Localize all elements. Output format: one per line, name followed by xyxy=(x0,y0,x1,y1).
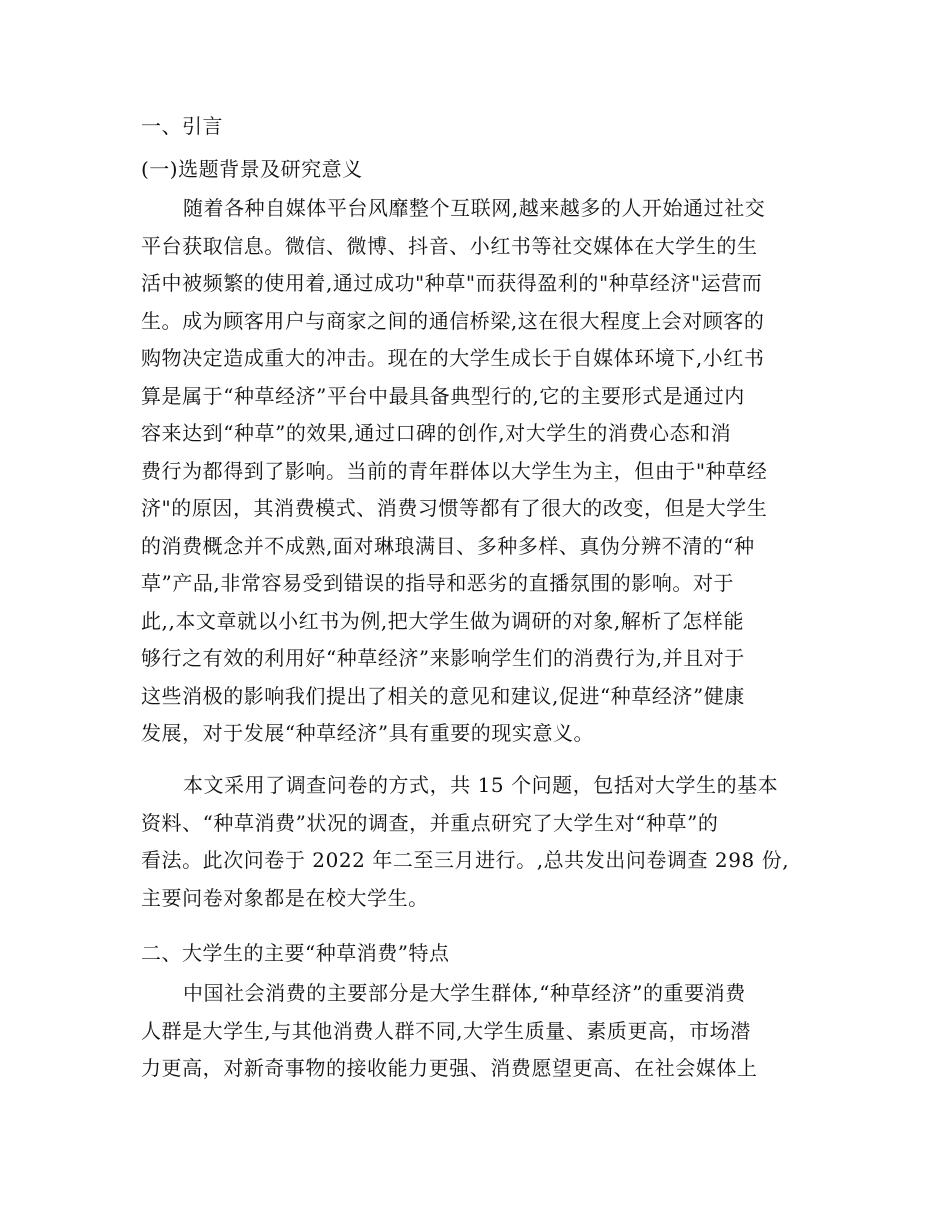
paragraph-line: 力更高，对新奇事物的接收能力更强、消费愿望更高、在社会媒体上 xyxy=(141,1056,758,1080)
section-heading-introduction: 一、引言 xyxy=(141,114,223,138)
paragraph-line: 资料、“种草消费”状况的调查，并重点研究了大学生对“种草”的 xyxy=(141,810,719,835)
section-heading-consumption-characteristics: 二、大学生的主要“种草消费”特点 xyxy=(141,941,450,965)
paragraph-line: 费行为都得到了影响。当前的青年群体以大学生为主，但由于"种草经 xyxy=(141,458,768,483)
paragraph-line: 发展，对于发展“种草经济”具有重要的现实意义。 xyxy=(141,721,595,745)
subsection-heading-background: (一)选题背景及研究意义 xyxy=(141,157,363,181)
paragraph-characteristics xyxy=(141,975,811,1088)
paragraph-line: 草”产品,非常容易受到错误的指导和恶劣的直播氛围的影响。对于 xyxy=(141,571,735,595)
paragraph-line: 购物决定造成重大的冲击。现在的大学生成长于自媒体环境下,小红书 xyxy=(141,346,765,370)
paragraph-line: 看法。此次问卷于 2022 年二至三月进行。,总共发出问卷调查 298 份, xyxy=(141,848,790,872)
paragraph-line: 济"的原因，其消费模式、消费习惯等都有了很大的改变，但是大学生 xyxy=(141,496,768,520)
paragraph-line: 中国社会消费的主要部分是大学生群体,“种草经济”的重要消费 xyxy=(183,981,746,1005)
paragraph-line: 的消费概念并不成熟,面对琳琅满目、多种多样、真伪分辨不清的“种 xyxy=(141,533,755,558)
paragraph-line: 此,,本文章就以小红书为例,把大学生做为调研的对象,解析了怎样能 xyxy=(141,608,745,633)
paragraph-line: 够行之有效的利用好“种草经济”来影响学生们的消费行为,并且对于 xyxy=(141,646,745,670)
paragraph-line: 随着各种自媒体平台风靡整个互联网,越来越多的人开始通过社交 xyxy=(183,196,766,220)
paragraph-survey-method xyxy=(141,767,811,917)
paragraph-line: 算是属于“种草经济”平台中最具备典型行的,它的主要形式是通过内 xyxy=(141,383,745,408)
paragraph-line: 活中被频繁的使用着,通过成功"种草"而获得盈利的"种草经济"运营而 xyxy=(141,271,763,295)
paragraph-line: 生。成为顾客用户与商家之间的通信桥梁,这在很大程度上会对顾客的 xyxy=(141,308,765,333)
paragraph-line: 容来达到“种草”的效果,通过口碑的创作,对大学生的消费心态和消 xyxy=(141,421,732,445)
paragraph-background xyxy=(141,190,811,753)
paragraph-line: 平台获取信息。微信、微博、抖音、小红书等社交媒体在大学生的生 xyxy=(141,233,758,258)
paragraph-line: 这些消极的影响我们提出了相关的意见和建议,促进“种草经济”健康 xyxy=(141,683,745,708)
paragraph-line: 本文采用了调查问卷的方式，共 15 个问题，包括对大学生的基本 xyxy=(183,773,779,797)
paragraph-line: 主要问卷对象都是在校大学生。 xyxy=(141,885,429,910)
paragraph-line: 人群是大学生,与其他消费人群不同,大学生质量、素质更高，市场潜 xyxy=(141,1018,751,1043)
